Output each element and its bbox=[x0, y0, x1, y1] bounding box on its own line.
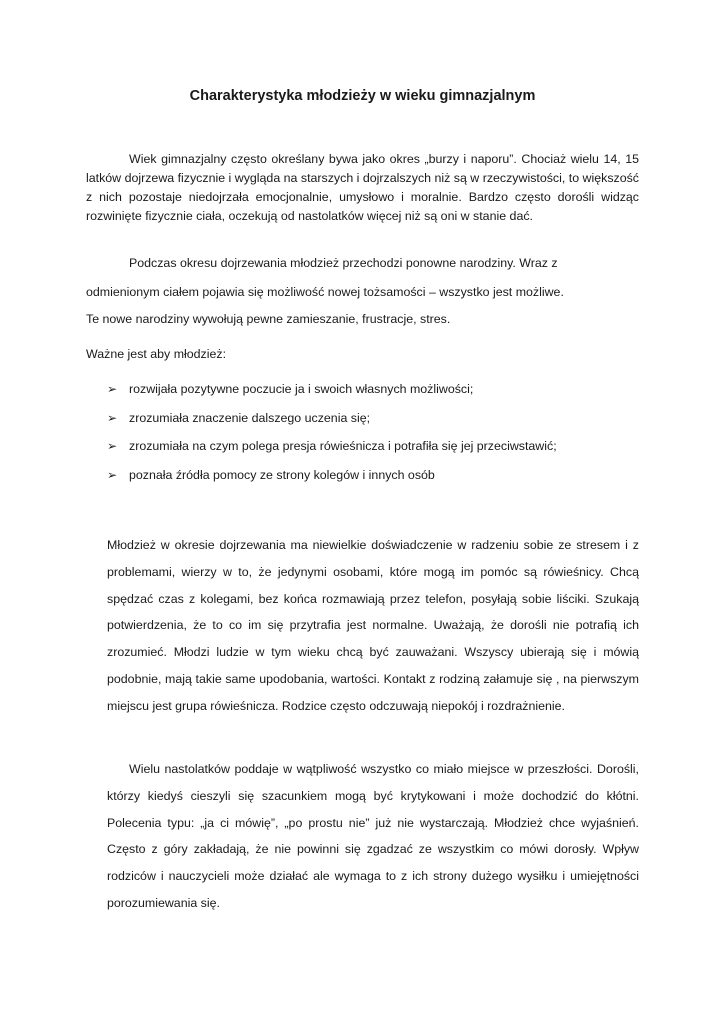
paragraph-rebirth-line1: Podczas okresu dojrzewania młodzież przechodzi ponowne narodziny. Wraz z bbox=[129, 256, 558, 270]
arrow-bullet-icon: ➢ bbox=[107, 382, 118, 397]
arrow-bullet-icon: ➢ bbox=[107, 467, 118, 482]
arrow-bullet-icon: ➢ bbox=[107, 410, 118, 425]
paragraph-intro: Wiek gimnazjalny często określany bywa jako okres „burzy i naporu”. Chociaż wielu 14, 15 latków dojrzewa fizycznie i wygląda na starszych i dojrzalszych niż są w rzeczywistości, to większość z nich pozostaje niedojrzała emocjonalnie, umysłowo i moralnie. Bardzo często dorośli widząc rozwinięte fizycznie ciała, oczekują od nastolatków więcej niż są oni w stanie dać. bbox=[86, 152, 639, 223]
document-title: Charakterystyka młodzieży w wieku gimnazjalnym bbox=[189, 88, 536, 104]
arrow-bullet-icon: ➢ bbox=[107, 439, 118, 454]
paragraph-rebirth-line3: Te nowe narodziny wywołują pewne zamieszanie, frustracje, stres. bbox=[86, 312, 451, 326]
list-intro: Ważne jest aby młodzież: bbox=[86, 347, 227, 361]
paragraph-rebirth-line2: odmienionym ciałem pojawia się możliwość nowej tożsamości – wszystko jest możliwe. bbox=[86, 285, 564, 299]
list-item-text: rozwijała pozytywne poczucie ja i swoich własnych możliwości; bbox=[129, 382, 474, 397]
list-item-text: zrozumiała znaczenie dalszego uczenia się; bbox=[129, 410, 371, 425]
list-item-text: zrozumiała na czym polega presja rówieśnicza i potrafiła się jej przeciwstawić; bbox=[129, 439, 557, 454]
list-item-text: poznała źródła pomocy ze strony kolegów i innych osób bbox=[129, 467, 435, 482]
list-item bbox=[107, 432, 557, 461]
list-item bbox=[107, 375, 557, 404]
paragraph-peers: Młodzież w okresie dojrzewania ma niewielkie doświadczenie w radzeniu sobie ze stresem i z problemami, wierzy w to, że jedynymi osobami, które mogą im pomóc są rówieśnicy. Chcą spędzać czas z kolegami, bez końca rozmawiają przez telefon, posyłają sobie liściki. Szukają potwierdzenia, że to co im się przytrafia jest normalne. Uważają, że dorośli nie potrafią ich zrozumieć. Młodzi ludzie w tym wieku chcą być zauważani. Wszyscy ubierają się i mówią podobnie, mają takie same upodobania, wartości. Kontakt z rodziną załamuje się , na pierwszym miejscu jest grupa rówieśnicza. Rodzice często odczuwają niepokój i rozdrażnienie. bbox=[107, 538, 639, 713]
paragraph-authority: Wielu nastolatków poddaje w wątpliwość wszystko co miało miejsce w przeszłości. Dorośli, którzy kiedyś cieszyli się szacunkiem mogą być krytykowani i może dochodzić do kłótni. Polecenia typu: „ja ci mówię”, „po prostu nie” już nie wystarczają. Młodzież chce wyjaśnień. Często z góry zakładają, że nie powinni się zgadzać ze wszystkim co mówi dorosły. Wpływ rodziców i nauczycieli może działać ale wymaga to z ich strony dużego wysiłku i umiejętności porozumiewania się. bbox=[107, 762, 639, 910]
list-item bbox=[107, 404, 557, 433]
list-item bbox=[107, 461, 557, 490]
bullet-list bbox=[107, 375, 557, 489]
